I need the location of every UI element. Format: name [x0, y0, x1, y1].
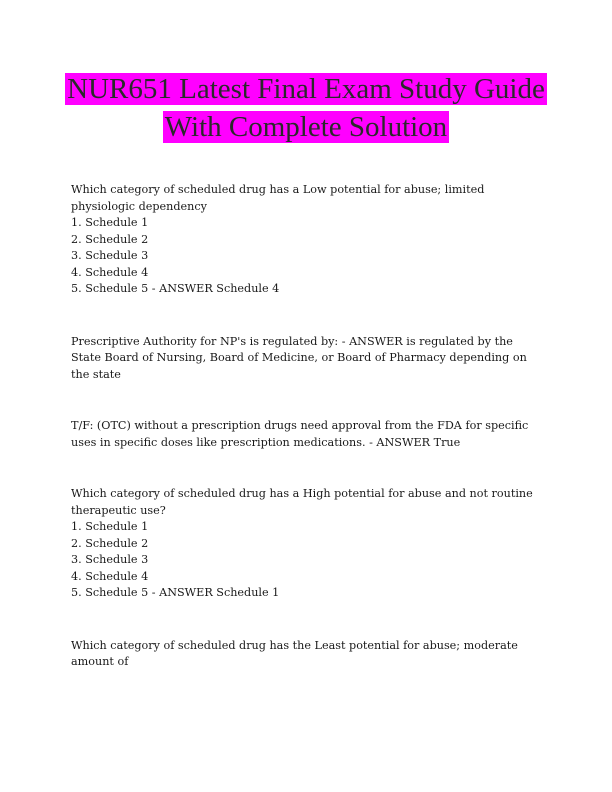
document-title	[0, 70, 612, 146]
answer-option: 3. Schedule 3	[71, 249, 149, 262]
document-body	[71, 182, 541, 671]
answer-option: 4. Schedule 4	[71, 569, 149, 583]
spacer	[71, 451, 541, 486]
question-text: Which category of scheduled drug has a High potential for abuse and not routine therapeutic use?	[71, 487, 533, 517]
answer-option: 1. Schedule 1	[71, 520, 149, 533]
spacer	[71, 602, 541, 638]
answer-option: 5. Schedule 5 - ANSWER Schedule 4	[71, 282, 280, 295]
question-text: Which category of scheduled drug has a Low potential for abuse; limited physiologic dependency	[71, 183, 485, 213]
title-line-2: With Complete Solution	[164, 111, 448, 143]
spacer	[71, 298, 541, 334]
spacer	[71, 383, 541, 418]
question-text: Which category of scheduled drug has the Least potential for abuse; moderate amount of	[71, 638, 518, 668]
title-line-1: NUR651 Latest Final Exam Study Guide	[67, 73, 545, 105]
answer-option: 4. Schedule 4	[71, 265, 149, 279]
answer-option: 1. Schedule 1	[71, 216, 149, 229]
answer-option: 2. Schedule 2	[71, 536, 149, 550]
question-text: T/F: (OTC) without a prescription drugs need approval from the FDA for specific uses in specific doses like prescription medications. - ANSWER True	[71, 419, 529, 449]
answer-option: 5. Schedule 5 - ANSWER Schedule 1	[71, 586, 280, 599]
answer-option: 3. Schedule 3	[71, 553, 149, 566]
answer-option: 2. Schedule 2	[71, 232, 149, 246]
question-text: Prescriptive Authority for NP's is regulated by: - ANSWER is regulated by the State Board of Nursing, Board of Medicine, or Board of Pharmacy depending on the state	[71, 334, 527, 381]
